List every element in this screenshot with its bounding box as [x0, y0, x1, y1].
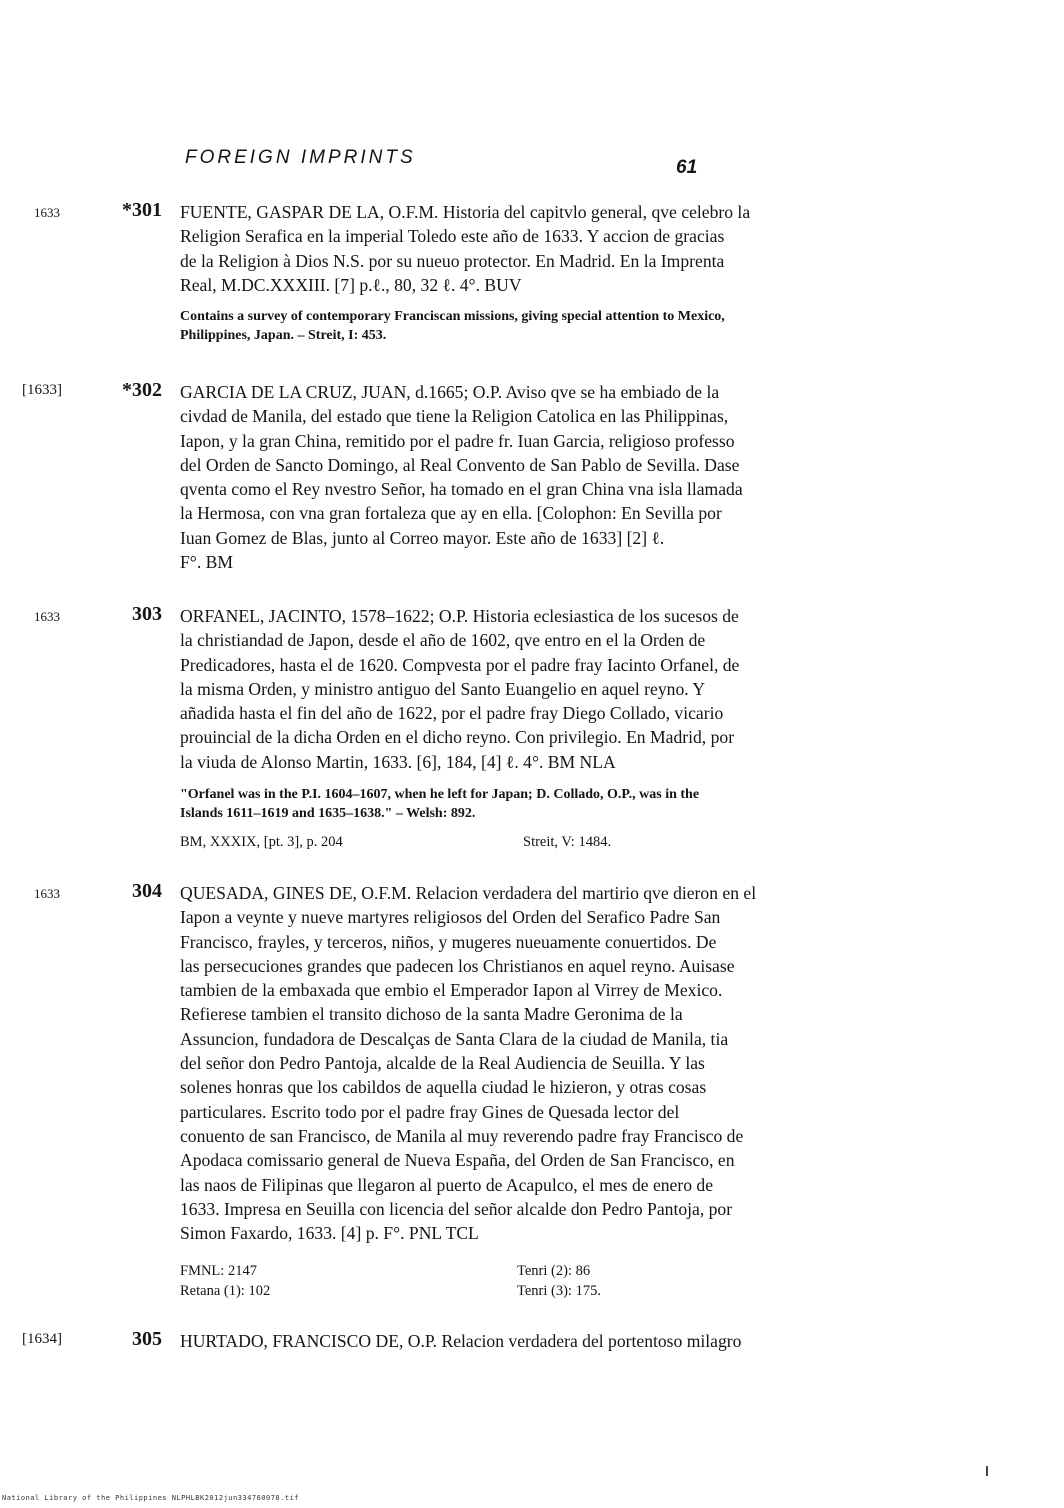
entry-line: tambien de la embaxada que embio el Emperador Iapon al Virrey de Mexico.: [180, 980, 723, 1001]
entry-line: Iapon a veynte y nueve martyres religiosos del Orden del Serafico Padre San: [180, 907, 721, 928]
entry-line: conuento de san Francisco, de Manila al muy reverendo padre fray Francisco de: [180, 1125, 744, 1146]
entry-line: del señor don Pedro Pantoja, alcalde de la Real Audiencia de Seuilla. Y las: [180, 1053, 705, 1074]
entry-line: Apodaca comissario general de Nueva España, del Orden de San Francisco, en: [180, 1150, 735, 1171]
entry-year: 1633: [34, 609, 60, 624]
entry-year: [1633]: [22, 382, 62, 398]
margin-mark: [986, 1466, 988, 1476]
entry-line: QUESADA, GINES DE, O.F.M. Relacion verdadera del martirio qve dieron en el: [180, 883, 757, 903]
reference-right: Streit, V: 1484.: [523, 834, 612, 850]
entry-number: 304: [132, 880, 162, 902]
entry-line: F°. BM: [180, 552, 233, 573]
entry-line: solenes honras que los cabildos de aquella ciudad le hizieron, y otras cosas: [180, 1077, 707, 1098]
reference-left: BM, XXXIX, [pt. 3], p. 204: [180, 834, 343, 850]
entry-line: FUENTE, GASPAR DE LA, O.F.M. Historia del capitvlo general, qve celebro la: [180, 202, 751, 222]
entry-line: 1633. Impresa en Seuilla con licencia del señor alcalde don Pedro Pantoja, por: [180, 1198, 733, 1219]
entry-line: qventa como el Rey nvestro Señor, ha tomado en el gran China vna isla llamada: [180, 479, 743, 500]
entry-year: 1633: [34, 205, 60, 220]
entry-line: Real, M.DC.XXXIII. [7] p.ℓ., 80, 32 ℓ. 4°. BUV: [180, 274, 522, 295]
entry-line: las persecuciones grandes que padecen los Christianos en aquel reyno. Auisase: [180, 955, 735, 976]
note-line: Islands 1611–1619 and 1635–1638." – Welsh: 892.: [180, 805, 476, 821]
entry-line: la Hermosa, con vna gran fortaleza que ay en ella. [Colophon: En Sevilla por: [180, 503, 722, 524]
entry-line: Simon Faxardo, 1633. [4] p. F°. PNL TCL: [180, 1223, 479, 1244]
note-line: Philippines, Japan. – Streit, I: 453.: [180, 327, 387, 343]
entry-line: particulares. Escrito todo por el padre fray Gines de Quesada lector del: [180, 1101, 680, 1122]
entry-line: Predicadores, hasta el de 1620. Compvesta por el padre fray Iacinto Orfanel, de: [180, 654, 740, 675]
entry-line: Religion Serafica en la imperial Toledo este año de 1633. Y accion de gracias: [180, 226, 725, 247]
entry-line: de la Religion à Dios N.S. por su nueuo protector. En Madrid. En la Imprenta: [180, 250, 725, 271]
entry-line: HURTADO, FRANCISCO DE, O.P. Relacion verdadera del portentoso milagro: [180, 1331, 742, 1351]
entry-line: ORFANEL, JACINTO, 1578–1622; O.P. Historia eclesiastica de los sucesos de: [180, 606, 739, 626]
entry-number: 303: [132, 603, 162, 625]
entry-number: 305: [132, 1328, 162, 1350]
entry-line: Francisco, frayles, y terceros, niños, y mugeres nueuamente conuertidos. De: [180, 931, 717, 952]
entry-line: Refierese tambien el transito dichoso de la santa Madre Geronima de la: [180, 1004, 683, 1025]
entry-line: la viuda de Alonso Martin, 1633. [6], 184, [4] ℓ. 4°. BM NLA: [180, 751, 616, 772]
entry-text: [180, 604, 850, 774]
running-header-title: FOREIGN IMPRINTS: [185, 147, 416, 168]
entry-line: las naos de Filipinas que llegaron al puerto de Acapulco, el mes de enero de: [180, 1174, 714, 1195]
entry-line: del Orden de Sancto Domingo, al Real Convento de San Pablo de Sevilla. Dase: [180, 454, 740, 475]
reference-left: Retana (1): 102: [180, 1283, 271, 1299]
entry-line: GARCIA DE LA CRUZ, JUAN, d.1665; O.P. Aviso qve se ha embiado de la: [180, 382, 720, 402]
entry-year: [1634]: [22, 1331, 62, 1347]
entry-year: 1633: [34, 886, 60, 901]
entry-text: [180, 380, 850, 574]
entry-line: Assuncion, fundadora de Descalças de Santa Clara de la ciudad de Manila, tia: [180, 1028, 729, 1049]
entry-line: civdad de Manila, del estado que tiene la Religion Catolica en las Philippinas,: [180, 406, 729, 427]
scan-footer: National Library of the Philippines NLPHLBK2012jun334760078.tif: [2, 1494, 300, 1502]
entry-line: Iapon, y la gran China, remitido por el padre fr. Iuan Garcia, religioso professo: [180, 430, 735, 451]
entry-text: [180, 881, 850, 1245]
entry-line: prouincial de la dicha Orden en el dicho reyno. Con privilegio. En Madrid, por: [180, 727, 735, 748]
entry-number: *301: [122, 199, 162, 221]
reference-right: Tenri (3): 175.: [517, 1283, 601, 1299]
entry-line: añadida hasta el fin del año de 1622, por el padre fray Diego Collado, vicario: [180, 703, 724, 724]
reference-right: Tenri (2): 86: [517, 1263, 591, 1279]
entry-number: *302: [122, 379, 162, 401]
entry-text: [180, 1329, 850, 1353]
note-line: "Orfanel was in the P.I. 1604–1607, when he left for Japan; D. Collado, O.P., was in the: [180, 787, 700, 802]
reference-left: FMNL: 2147: [180, 1263, 257, 1279]
entry-note: [180, 308, 850, 345]
entry-line: Iuan Gomez de Blas, junto al Correo mayor. Este año de 1633] [2] ℓ.: [180, 527, 665, 548]
entry-text: [180, 200, 850, 297]
entry-line: la misma Orden, y ministro antiguo del Santo Euangelio en aquel reyno. Y: [180, 678, 706, 699]
page-number: 61: [676, 157, 698, 178]
entry-line: la christiandad de Japon, desde el año de 1602, qve entro en el la Orden de: [180, 630, 706, 651]
entry-note: [180, 786, 850, 823]
note-line: Contains a survey of contemporary Franciscan missions, giving special attention to Mexico,: [180, 309, 725, 324]
